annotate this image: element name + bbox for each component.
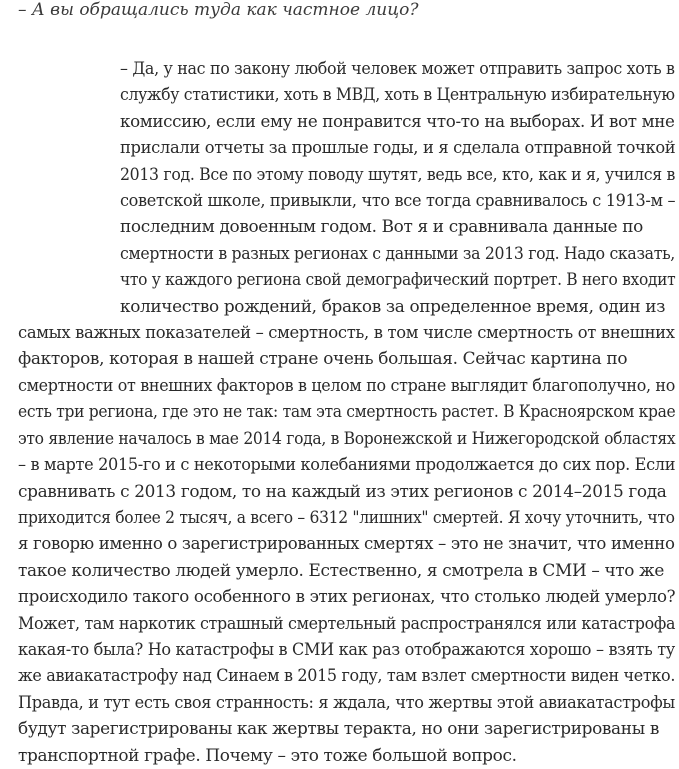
answer-line: факторов, которая в нашей стране очень большая. Сейчас картина по	[18, 349, 628, 370]
answer-line: это явление началось в мае 2014 года, в Воронежской и Нижегородской областях	[18, 428, 676, 449]
answer-line: какая-то была? Но катастрофы в СМИ как раз отображаются хорошо – взять ту	[18, 639, 675, 660]
answer-line: службу статистики, хоть в МВД, хоть в Центральную избирательную	[120, 85, 675, 106]
answer-line: последним довоенным годом. Вот я и сравнивала данные по	[120, 217, 643, 238]
answer-line: есть три региона, где это не так: там эта смертность растет. В Красноярском крае	[18, 402, 676, 423]
answer-line: приходится более 2 тысяч, а всего – 6312 "лишних" смертей. Я хочу уточнить, что	[18, 507, 675, 528]
answer-line: – в марте 2015-го и с некоторыми колебаниями продолжается до сих пор. Если	[18, 455, 676, 476]
answer-line: что у каждого региона свой демографический портрет. В него входит	[120, 270, 676, 291]
answer-line: транспортной графе. Почему – это тоже большой вопрос.	[18, 745, 517, 766]
answer-line: Правда, и тут есть своя странность: я ждала, что жертвы этой авиакатастрофы	[18, 692, 675, 713]
answer-line: же авиакатастрофу над Синаем в 2015 году, там взлет смертности виден четко.	[18, 666, 676, 687]
answer-line: Может, там наркотик страшный смертельный распространялся или катастрофа	[18, 613, 676, 634]
answer-line: происходило такого особенного в этих регионах, что столько людей умерло?	[18, 587, 676, 608]
interview-question: – А вы обращались туда как частное лицо?	[18, 0, 419, 20]
answer-line: количество рождений, браков за определенное время, один из	[120, 296, 666, 317]
answer-line: – Да, у нас по закону любой человек может отправить запрос хоть в	[120, 59, 675, 79]
answer-line: я говорю именно о зарегистрированных смертях – это не значит, что именно	[18, 534, 675, 555]
answer-line: сравнивать с 2013 годом, то на каждый из этих регионов с 2014–2015 года	[18, 481, 667, 502]
answer-line: смертности в разных регионах с данными за 2013 год. Надо сказать,	[120, 243, 675, 264]
answer-line: 2013 год. Все по этому поводу шутят, ведь все, кто, как и я, учился в	[120, 164, 676, 185]
answer-line: прислали отчеты за прошлые годы, и я сделала отправной точкой	[120, 138, 676, 159]
answer-line: смертности от внешних факторов в целом по стране выглядит благополучно, но	[18, 375, 675, 396]
answer-line: такое количество людей умерло. Естественно, я смотрела в СМИ – что же	[18, 560, 665, 581]
answer-line: будут зарегистрированы как жертвы теракта, но они зарегистрированы в	[18, 719, 659, 740]
answer-line: самых важных показателей – смертность, в том числе смертность от внешних	[18, 323, 675, 344]
answer-line: комиссию, если ему не понравится что-то на выборах. И вот мне	[120, 111, 675, 132]
answer-line: советской школе, привыкли, что все тогда сравнивалось с 1913-м –	[120, 191, 676, 212]
interview-answer	[0, 56, 679, 769]
